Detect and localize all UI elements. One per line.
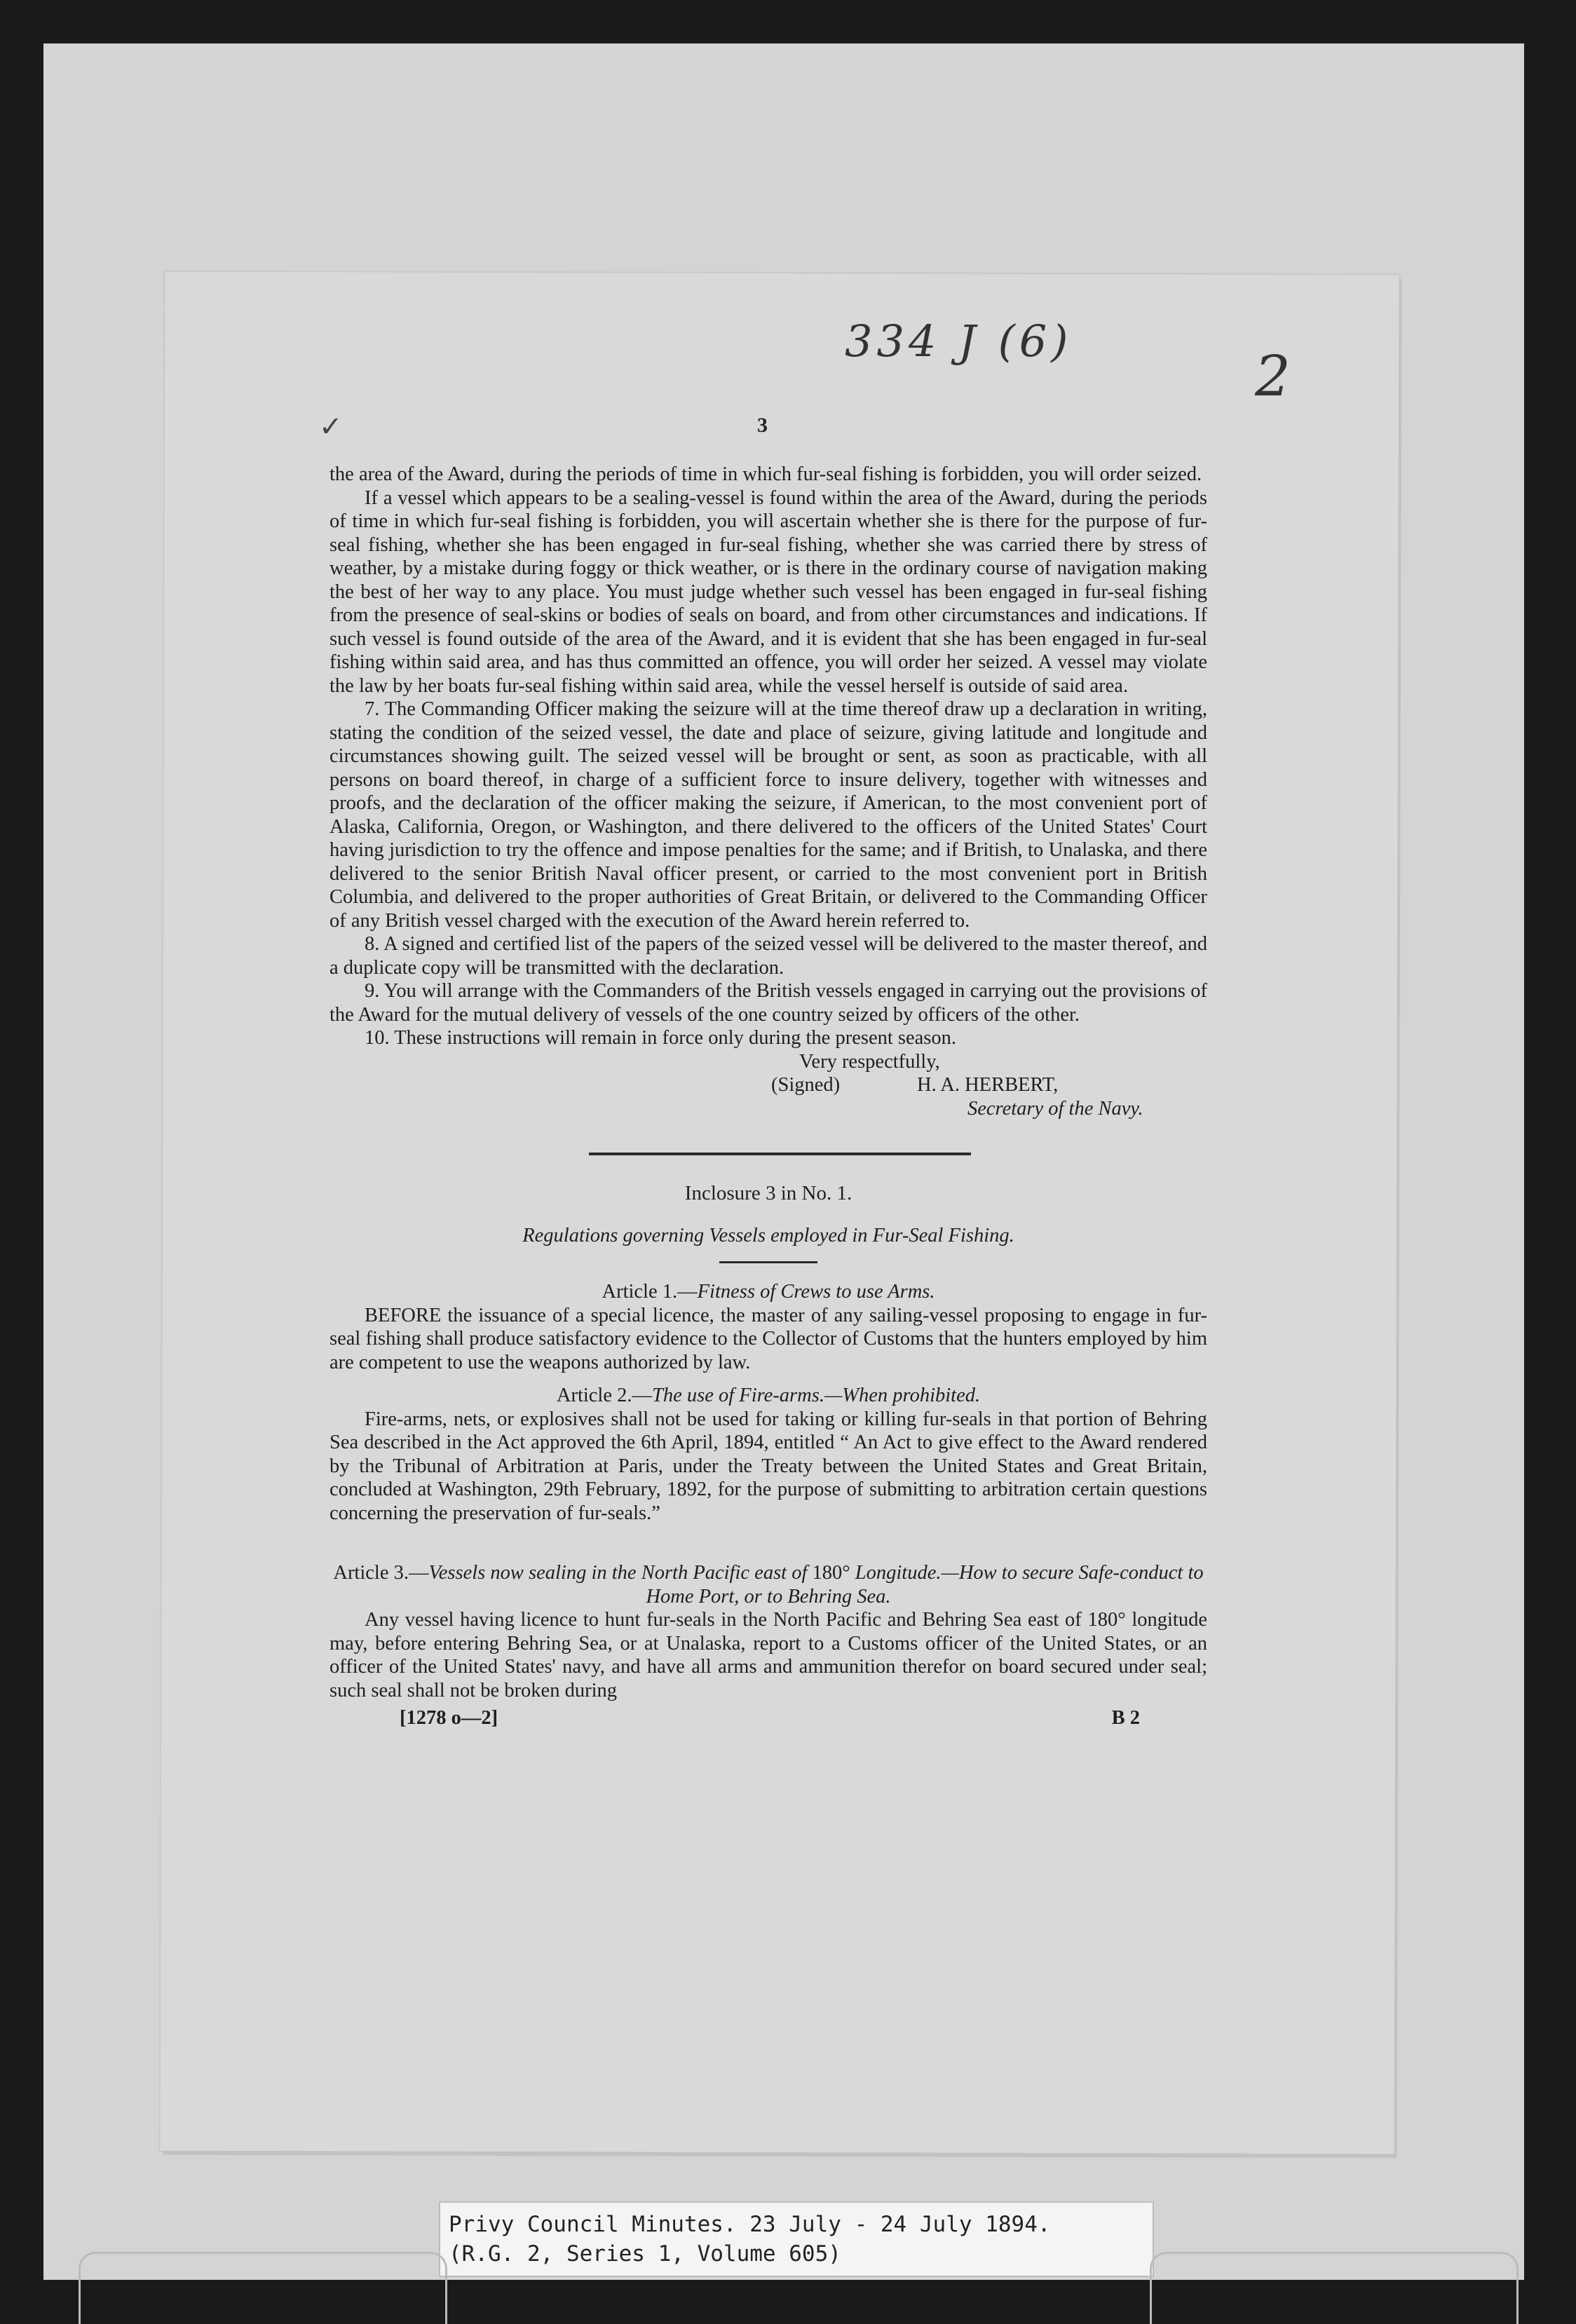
paragraph-7: 7. The Commanding Officer making the seizure will at the time thereof draw up a declaration in writing, stating the condition of the seized vessel, the date and place of seizure, giving latitude and longitude and circumstances showing guilt. The seized vessel will be brought or sent, as soon as practicable, with all persons on board thereof, in charge of a sufficient force to insure delivery, together with witnesses and proofs, and the declaration of the officer making the seizure, if American, to the most convenient port of Alaska, California, Oregon, or Washington, and there delivered to the officers of the United States' Court having jurisdiction to try the offence and impose penalties for the same; and if British, to Unalaska, and there delivered to the senior British Naval officer present, or carried to the most convenient port in British Columbia, and delivered to the proper authorities of Great Britain, or delivered to the Commanding Officer of any British vessel charged with the execution of the Award herein referred to. [330, 698, 1207, 932]
page-footer [330, 1702, 1207, 1730]
signature-mark: B 2 [1111, 1707, 1140, 1729]
inclosure-heading: Inclosure 3 in No. 1. [684, 1182, 852, 1204]
handwritten-corner-number: 2 [1255, 344, 1291, 409]
article-2-number: Article 2.— [556, 1385, 653, 1406]
article-3-title-part-1: Vessels now sealing in the North Pacific east of [428, 1562, 808, 1584]
article-1-heading [330, 1280, 1207, 1304]
print-reference: [1278 o—2] [400, 1707, 498, 1729]
binder-clip-left [79, 2252, 447, 2324]
signed-label: (Signed) [771, 1074, 841, 1096]
valediction: Very respectfully, [799, 1050, 940, 1073]
signoff-block [330, 1050, 1207, 1121]
article-3-degree: 180° [812, 1562, 850, 1584]
handwritten-reference: 334 J (6) [845, 315, 1073, 367]
paragraph-sealing-vessel: If a vessel which appears to be a sealing-vessel is found within the area of the Award, during the periods of time in which fur-seal fishing is forbidden, you will ascertain whether she is there for the purpose of fur-seal fishing, whether she has been engaged in fur-seal fishing, whether she was carried there by stress of weather, by a mistake during foggy or thick weather, or is there in the ordinary course of navigation making the best of her way to any place. You must judge whether such vessel has been engaged in fur-seal fishing from the presence of seal-skins or bodies of seals on board, and from other circumstances and indications. If such vessel is found outside of the area of the Award, and it is evident that she has been engaged in fur-seal fishing within said area, and has thus committed an offence, you will order her seized. A vessel may violate the law by her boats fur-seal fishing within said area, while the vessel herself is outside of said area. [330, 487, 1207, 697]
signature-row [330, 1073, 1207, 1097]
paragraph-10: 10. These instructions will remain in force only during the present season. [365, 1027, 956, 1049]
article-1-number: Article 1.— [602, 1281, 698, 1303]
article-2-body: Fire-arms, nets, or explosives shall not be used for taking or killing fur-seals in that portion of Behring Sea described in the Act approved the 6th April, 1894, entitled “ An Act to give effect to the Award rendered by the Tribunal of Arbitration at Paris, under the Treaty between the United States and Great Britain, concluded at Washington, 29th February, 1892, for the purpose of submitting to arbitration certain questions concerning the preservation of fur-seals.” [330, 1408, 1207, 1524]
page-number: 3 [757, 414, 768, 437]
section-divider [589, 1153, 971, 1155]
article-2-heading [330, 1384, 1207, 1408]
document-body [330, 463, 1207, 1730]
signatory-name: H. A. HERBERT, [917, 1074, 1059, 1096]
binder-clip-right [1150, 2252, 1519, 2324]
archive-label [439, 2201, 1154, 2277]
regulations-heading: Regulations governing Vessels employed in Fur-Seal Fishing. [522, 1224, 1014, 1246]
archive-label-line-2: (R.G. 2, Series 1, Volume 605) [449, 2241, 841, 2267]
paragraph-continuation: the area of the Award, during the periods of time in which fur-seal fishing is forbidden, you will order seized. [330, 463, 1202, 485]
article-1-body: BEFORE the issuance of a special licence, the master of any sailing-vessel proposing to engage in fur-seal fishing shall produce satisfactory evidence to the Collector of Customs that the hunters employed by him are competent to use the weapons authorized by law. [330, 1304, 1207, 1373]
article-3-number: Article 3.— [333, 1562, 429, 1584]
article-3-title-part-2: Longitude.—How to secure Safe-conduct to Home Port, or to Behring Sea. [646, 1562, 1204, 1608]
paragraph-9: 9. You will arrange with the Commanders of the British vessels engaged in carrying out the provisions of the Award for the mutual delivery of vessels of the one country seized by officers of the other. [330, 980, 1207, 1026]
paragraph-8: 8. A signed and certified list of the papers of the seized vessel will be delivered to the master thereof, and a duplicate copy will be transmitted with the declaration. [330, 933, 1207, 979]
article-3-body: Any vessel having licence to hunt fur-seals in the North Pacific and Behring Sea east of 180° longitude may, before entering Behring Sea, or at Unalaska, report to a Customs officer of the United States, or an officer of the United States' navy, and have all arms and ammunition therefor on board secured under seal; such seal shall not be broken during [330, 1609, 1207, 1701]
article-2-title: The use of Fire-arms.—When prohibited. [652, 1385, 981, 1406]
tick-mark-icon: ✓ [319, 411, 343, 442]
signatory-title: Secretary of the Navy. [967, 1097, 1143, 1120]
article-3-heading [330, 1561, 1207, 1608]
article-1-title: Fitness of Crews to use Arms. [697, 1281, 935, 1303]
archive-label-line-1: Privy Council Minutes. 23 July - 24 July 1894. [449, 2212, 1051, 2237]
short-divider [719, 1261, 817, 1263]
